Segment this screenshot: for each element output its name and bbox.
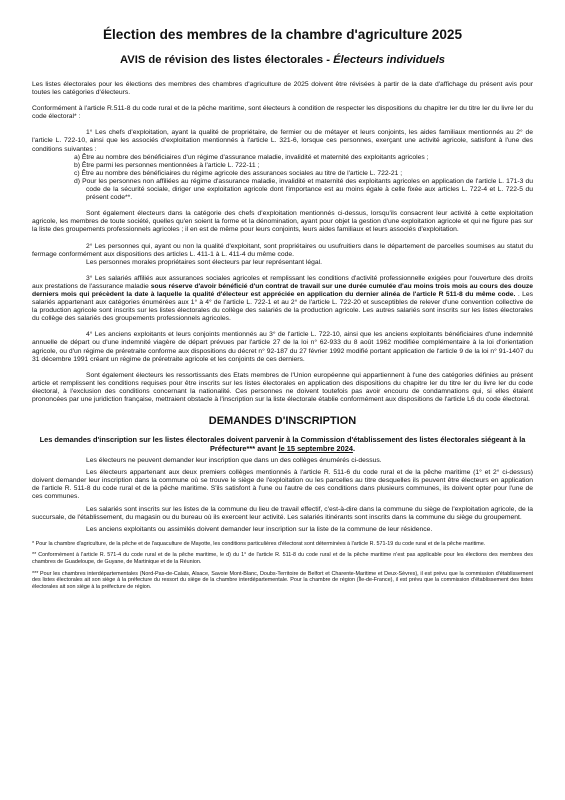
footnotes: [32, 541, 533, 591]
demandes-lead-end: .: [352, 444, 356, 454]
item-2-note: Les personnes morales propriétaires sont électeurs par leur représentant légal.: [86, 258, 323, 266]
item-2: 2° Les personnes qui, ayant ou non la qualité d'exploitant, sont propriétaires ou usufruitiers dans le département de parcelles soumises au statut du fermage conformément aux dispositions des articles L. 411-1 à L. 411-4 du même code.: [32, 242, 533, 258]
item-3-part1: 3° Les salariés affiliés aux assurances sociales agricoles et remplissant les conditions d'activité professionnelle exigées pour l'ouverture des droits aux prestations de l'assurance maladie: [32, 274, 533, 290]
paragraph-chefs: Sont également électeurs dans la catégorie des chefs d'exploitation mentionnés ci-dessus, lorsqu'ils consacrent leur activité à cette exploitation agricole, les membres de toute société, quelles qu'en soient la forme et la dénomination, ayant pour objet la gestion d'une exploitation agricole et qui ne figure pas sur la liste des groupements professionnels agricoles ; il en est de même pour leurs conjoints, leurs aides familiaux et leurs associés d'exploitation.: [32, 210, 533, 234]
demandes-p1: Les électeurs ne peuvent demander leur inscription que dans un des collèges énumérés ci-dessus.: [86, 457, 382, 465]
item-1-a: a) Être au nombre des bénéficiaires d'un régime d'assurance maladie, invalidité et maternité des exploitants agricoles ;: [74, 153, 429, 161]
intro-conditions: Conformément à l'article R.511-8 du code rural et de la pêche maritime, sont électeurs à condition de respecter les dispositions du chapitre Ier du titre Ier du livre Ier du code électoral* :: [32, 105, 533, 121]
item-1: 1° Les chefs d'exploitation, ayant la qualité de propriétaire, de fermier ou de métayer et leurs conjoints, les aides familiaux mentionnés au 2° de l'article L. 722-10, ainsi que les associés d'exploitation mentionnés à l'article L. 321-6, lorsque ces personnes, exerçant une activité agricole, satisfont à l'une des conditions suivantes :: [32, 129, 533, 153]
demandes-p4: Les anciens exploitants ou assimilés doivent demander leur inscription sur la liste de la commune de leur résidence.: [86, 525, 433, 533]
demandes-lead: [32, 435, 533, 453]
subtitle-emphasis: Électeurs individuels: [333, 54, 445, 66]
section-title-demandes: DEMANDES D'INSCRIPTION: [208, 415, 357, 428]
demandes-p2: Les électeurs appartenant aux deux premiers collèges mentionnés à l'article R. 511-6 du code rural et de la pêche maritime (1° et 2° ci-dessus) doivent demander leur inscription dans la commune où se trouve le siège de l'exploitation ou les parcelles au titre desquelles ils peuvent être électeurs en application de l'article R. 511-8 du code rural et de la pêche maritime. S'ils satisfont à l'une ou l'autre de ces conditions dans plusieurs communes, ils doivent opter pour l'une de ces communes.: [32, 469, 533, 501]
deadline-date: le 15 septembre 2024: [278, 444, 353, 454]
item-1-c: c) Être au nombre des bénéficiaires du régime agricole des assurances sociales au titre de l'article L. 722-21 ;: [74, 169, 403, 177]
item-3-part2: . Les salariés appartenant aux catégories énumérées aux 1° à 4° de l'article L. 722-1 et au 2° de l'article L. 722-20 et susceptibles de relever d'une convention collective de la production agricole sont inscrits sur les listes électorales du collège des salariés de la production agricole. Les autres salariés sont inscrits sur les listes électorales du collège des salariés des groupements professionnels agricoles.: [32, 290, 533, 323]
item-3-bold: sous réserve d'avoir bénéficié d'un contrat de travail sur une durée cumulée d'au moins trois mois au cours des douze derniers mois qui précèdent la date à laquelle la qualité d'électeur est appréciée en application du dernier alinéa de l'article R 511-8 du même code.: [32, 282, 533, 298]
notice-body: [32, 81, 533, 590]
item-4: 4° Les anciens exploitants et leurs conjoints mentionnés au 3° de l'article L. 722-10, ainsi que les anciens exploitants bénéficiaires d'une indemnité annuelle de départ ou d'une indemnité viagère de départ prévues par l'article 27 de la loi n° 62-933 du 8 août 1962 modifiée complémentaire à la loi d'orientation agricole, ou d'un régime de préretraite conforme aux dispositions du décret n° 92-187 du 27 février 1992 modifié portant application de l'article 9 de la loi n° 91-1407 du 31 décembre 1991 créant un régime de préretraite agricole et les conjoints de ces derniers.: [32, 331, 533, 363]
page-subtitle: [32, 53, 533, 67]
intro-paragraph: Les listes électorales pour les élections des membres des chambres d'agriculture de 2025 doivent être révisées à partir de la date d'affichage du présent avis pour toutes les catégories d'électeurs.: [32, 81, 533, 97]
item-1-b: b) Être parmi les personnes mentionnées à l'article L. 722-11 ;: [74, 161, 260, 169]
footnote-2: ** Conformément à l'article R. 571-4 du code rural et de la pêche maritime, le d) du 1° de l'article R. 511-8 du code rural et de la pêche maritime n'est pas applicable pour les élections des membres des chambres de Guadeloupe, de Guyane, de Martinique et de la Réunion.: [32, 552, 533, 566]
subtitle-prefix: AVIS de révision des listes électorales -: [120, 54, 334, 66]
demandes-lead-text: Les demandes d'inscription sur les listes électorales doivent parvenir à la Commission d'établissement des listes électorales siégeant à la Préfecture*** avant: [39, 435, 526, 454]
page-title: Élection des membres de la chambre d'agriculture 2025: [102, 27, 463, 42]
item-3: [32, 275, 533, 324]
paragraph-ue: Sont également électeurs les ressortissants des Etats membres de l'Union européenne qui appartiennent à l'une des catégories définies au présent article et remplissent les conditions requises pour être inscrits sur les listes électorales en application des dispositions du chapitre Ier du titre Ier du livre Ier du code électoral, à l'exclusion des conditions concernant la nationalité. Ces personnes ne doivent toutefois pas avoir encouru de condamnations qui, si elles étaient prononcées par une juridiction française, mettraient obstacle à l'inscription sur la liste électorale établie conformément aux dispositions de l'article L6 du code électoral.: [32, 371, 533, 403]
footnote-3: *** Pour les chambres interdépartementales (Nord-Pas-de-Calais, Alsace, Savoie Mont-Blanc, Doubs-Territoire de Belfort et Charente-Maritime et Deux-Sèvres), il est prévu que la commission d'établissement des listes électorales ait son siège à la préfecture du ressort du siège de la chambre interdépartementale. Pour la chambre de région (Île-de-France), il est prévu que la commission d'établissement des listes électorales ait son siège à la préfecture de région.: [32, 570, 533, 590]
item-1-d: d) Pour les personnes non affiliées au régime d'assurance maladie, invalidité et maternité des exploitants agricoles en application de l'article L. 171-3 du code de la sécurité sociale, diriger une exploitation agricole dont l'importance est au moins égale à celle fixée aux articles L. 722-4 et L. 722-5 du présent code**.: [74, 177, 533, 202]
demandes-p3: Les salariés sont inscrits sur les listes de la commune du lieu de travail effectif, c'est-à-dire dans la commune du siège de l'exploitation agricole, de la succursale, de l'établissement, du magasin ou du bureau où ils exercent leur activité. Les salariés itinérants sont inscrits dans la commune du siège du groupement.: [32, 505, 533, 521]
footnote-1: * Pour la chambre d'agriculture, de la pêche et de l'aquaculture de Mayotte, les conditions particulières d'électorat sont déterminées à l'article R. 571-19 du code rural et de la pêche maritime.: [32, 540, 486, 547]
